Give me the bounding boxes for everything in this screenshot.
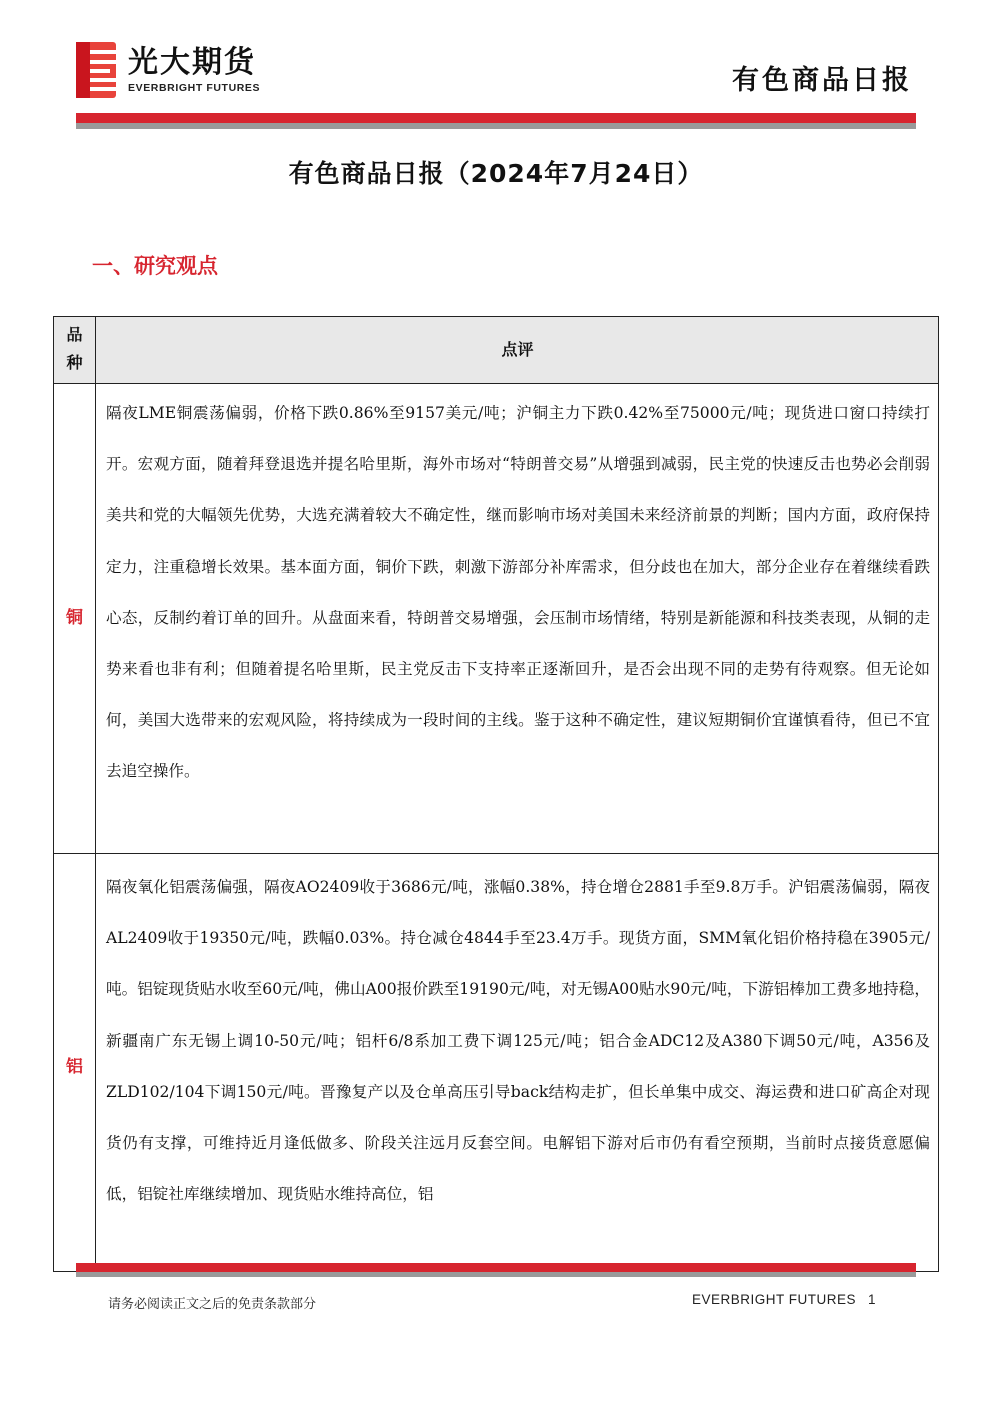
footer-brand xyxy=(692,1292,876,1307)
header-rule xyxy=(76,113,916,123)
header-category-label: 品 种 xyxy=(66,325,83,372)
table-column-divider xyxy=(95,317,96,1271)
footer-disclaimer: 请务必阅读正文之后的免责条款部分 xyxy=(108,1297,317,1312)
table-row xyxy=(54,854,938,1274)
comment-copper: 隔夜LME铜震荡偏弱，价格下跌0.86%至9157美元/吨；沪铜主力下跌0.42%至75000元/吨；现货进口窗口持续打开。宏观方面，随着拜登退选并提名哈里斯，海外市场对“特朗普交易”从增强到减弱，民主党的快速反击也势必会削弱美共和党的大幅领先优势，大选充满着较大不确定性，继而影响市场对美国未来经济前景的判断；国内方面，政府保持定力，注重稳增长效果。基本面方面，铜价下跌，刺激下游部分补库需求，但分歧也在加大，部分企业存在着继续看跌心态，反制约着订单的回升。从盘面来看，特朗普交易增强，会压制市场情绪，特别是新能源和科技类表现，从铜的走势来看也非有利；但随着提名哈里斯，民主党反击下支持率正逐渐回升，是否会出现不同的走势有待观察。但无论如何，美国大选带来的宏观风险，将持续成为一段时间的主线。鉴于这种不确定性，建议短期铜价宜谨慎看待，但已不宜去追空操作。 xyxy=(106,404,930,781)
table-row xyxy=(54,383,938,854)
logo-chinese-name: 光大期货 xyxy=(128,45,256,80)
header-report-type: 有色商品日报 xyxy=(732,65,912,96)
header-category-cell xyxy=(54,321,95,377)
comment-aluminum: 隔夜氧化铝震荡偏强，隔夜AO2409收于3686元/吨，涨幅0.38%，持仓增仓2881手至9.8万手。沪铝震荡偏弱，隔夜AL2409收于19350元/吨，跌幅0.03%。持仓减仓4844手至23.4万手。现货方面，SMM氧化铝价格持稳在3905元/吨。铝锭现货贴水收至60元/吨，佛山A00报价跌至19190元/吨，对无锡A00贴水90元/吨，下游铝棒加工费多地持稳，新疆南广东无锡上调10-50元/吨；铝杆6/8系加工费下调125元/吨；铝合金ADC12及A380下调50元/吨，A356及ZLD102/104下调150元/吨。晋豫复产以及仓单高压引导back结构走扩，但长单集中成交、海运费和进口矿高企对现货仍有支撑，可维持近月逢低做多、阶段关注远月反套空间。电解铝下游对后市仍有看空预期，当前时点接货意愿偏低，铝锭社库继续增加、现货贴水维持高位，铝 xyxy=(106,878,930,1204)
footer-rule xyxy=(76,1263,916,1272)
company-logo xyxy=(76,42,260,98)
footer-brand-name: EVERBRIGHT FUTURES xyxy=(691,1292,856,1307)
document-title: 有色商品日报（2024年7月24日） xyxy=(288,159,704,188)
commentary-table xyxy=(53,316,939,1272)
category-copper: 铜 xyxy=(66,608,83,628)
category-aluminum: 铝 xyxy=(66,1057,83,1077)
everbright-logo-mark xyxy=(76,42,116,98)
page-number: 1 xyxy=(867,1292,876,1307)
section-heading: 一、研究观点 xyxy=(92,254,218,278)
table-header-row xyxy=(54,317,938,384)
header-comment-cell: 点评 xyxy=(501,340,534,359)
logo-english-name: EVERBRIGHT FUTURES xyxy=(128,82,261,94)
